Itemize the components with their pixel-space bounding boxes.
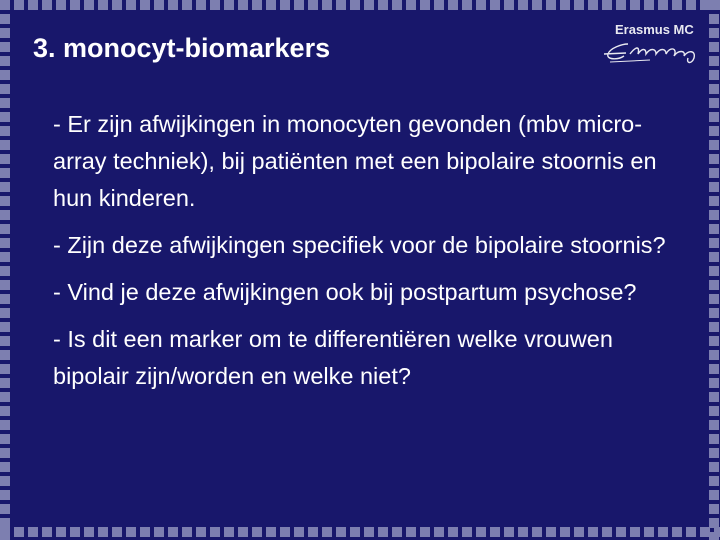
border-square [308,0,318,10]
border-square [140,527,150,537]
border-square [672,527,682,537]
border-square [112,0,122,10]
border-square [154,0,164,10]
border-square [364,527,374,537]
border-square [0,266,10,276]
border-square [168,0,178,10]
border-square [709,476,719,486]
right-border [709,0,720,540]
border-square [0,322,10,332]
border-square [709,42,719,52]
bottom-border [0,527,720,539]
border-square [709,392,719,402]
border-square [154,527,164,537]
border-square [56,527,66,537]
border-square [378,527,388,537]
border-square [476,0,486,10]
border-square [709,56,719,66]
border-square [709,434,719,444]
border-square [686,527,696,537]
border-square [709,84,719,94]
border-square [0,406,10,416]
border-square [448,0,458,10]
border-square [0,392,10,402]
border-square [616,527,626,537]
border-square [252,0,262,10]
border-square [112,527,122,537]
border-square [84,0,94,10]
border-square [546,527,556,537]
border-square [322,0,332,10]
border-square [126,527,136,537]
border-square [709,182,719,192]
border-square [462,0,472,10]
border-square [0,168,10,178]
left-border [0,0,12,540]
border-square [14,527,24,537]
border-square [238,0,248,10]
border-square [28,527,38,537]
border-square [0,448,10,458]
border-square [709,238,719,248]
border-square [709,70,719,80]
border-square [709,308,719,318]
border-square [0,532,10,540]
border-square [0,112,10,122]
border-square [0,378,10,388]
border-square [709,14,719,24]
border-square [709,140,719,150]
slide-body [53,106,693,405]
border-square [0,126,10,136]
border-square [709,462,719,472]
border-square [98,527,108,537]
border-square [42,0,52,10]
border-square [532,0,542,10]
border-square [709,350,719,360]
top-border [0,0,720,12]
border-square [294,527,304,537]
border-square [644,0,654,10]
border-square [616,0,626,10]
border-square [224,527,234,537]
border-square [709,378,719,388]
border-square [0,294,10,304]
border-square [560,0,570,10]
border-square [0,420,10,430]
border-square [709,266,719,276]
border-square [210,0,220,10]
border-square [709,210,719,220]
paragraph-3: - Vind je deze afwijkingen ook bij postpartum psychose? [53,279,637,305]
paragraph-4: - Is dit een marker om te differentiëren welke vrouwen bipolair zijn/worden en welke niet? [53,326,613,389]
border-square [518,527,528,537]
border-square [210,527,220,537]
border-square [224,0,234,10]
border-square [0,504,10,514]
border-square [709,154,719,164]
border-square [490,527,500,537]
border-square [709,420,719,430]
border-square [686,0,696,10]
border-square [709,196,719,206]
border-square [0,364,10,374]
border-square [709,280,719,290]
border-square [266,527,276,537]
border-square [308,527,318,537]
border-square [420,527,430,537]
border-square [0,70,10,80]
border-square [709,168,719,178]
border-square [709,0,719,10]
border-square [238,527,248,537]
border-square [0,210,10,220]
border-square [658,0,668,10]
border-square [709,322,719,332]
border-square [448,527,458,537]
border-square [0,140,10,150]
border-square [0,238,10,248]
border-square [0,462,10,472]
border-square [0,154,10,164]
border-square [0,490,10,500]
border-square [0,98,10,108]
logo-signature [600,36,710,72]
border-square [0,84,10,94]
border-square [588,0,598,10]
paragraph-2: - Zijn deze afwijkingen specifiek voor de bipolaire stoornis? [53,232,666,258]
border-square [280,527,290,537]
border-square [70,527,80,537]
border-square [182,0,192,10]
border-square [0,336,10,346]
border-square [252,527,262,537]
border-square [168,527,178,537]
border-square [0,518,10,528]
border-square [336,527,346,537]
border-square [0,308,10,318]
border-square [0,434,10,444]
slide-title: 3. monocyt-biomarkers [33,33,331,63]
border-square [709,336,719,346]
border-square [350,527,360,537]
border-square [709,504,719,514]
border-square [0,14,10,24]
border-square [504,527,514,537]
border-square [350,0,360,10]
border-square [364,0,374,10]
border-square [0,196,10,206]
border-square [294,0,304,10]
border-square [644,527,654,537]
border-square [140,0,150,10]
border-square [709,406,719,416]
erasmus-mc-logo [600,22,710,72]
border-square [574,527,584,537]
border-square [602,0,612,10]
border-square [0,56,10,66]
border-square [709,294,719,304]
border-square [14,0,24,10]
border-square [322,527,332,537]
border-square [0,224,10,234]
border-square [546,0,556,10]
border-square [709,252,719,262]
border-square [434,0,444,10]
border-square [658,527,668,537]
border-square [0,42,10,52]
border-square [560,527,570,537]
border-square [709,28,719,38]
border-square [709,98,719,108]
border-square [588,527,598,537]
border-square [476,527,486,537]
border-square [406,0,416,10]
border-square [709,126,719,136]
border-square [672,0,682,10]
border-square [504,0,514,10]
logo-text: Erasmus MC [615,22,694,37]
border-square [709,224,719,234]
border-square [336,0,346,10]
border-square [56,0,66,10]
border-square [0,280,10,290]
border-square [709,112,719,122]
border-square [392,527,402,537]
border-square [709,490,719,500]
border-square [630,527,640,537]
border-square [630,0,640,10]
border-square [42,527,52,537]
border-square [378,0,388,10]
border-square [420,0,430,10]
border-square [574,0,584,10]
border-square [518,0,528,10]
border-square [709,448,719,458]
paragraph-1: - Er zijn afwijkingen in monocyten gevonden (mbv micro-array techniek), bij patiënten met een bipolaire stoornis en hun kinderen. [53,111,657,211]
border-square [709,518,719,528]
border-square [98,0,108,10]
border-square [280,0,290,10]
border-square [28,0,38,10]
border-square [392,0,402,10]
border-square [70,0,80,10]
border-square [182,527,192,537]
border-square [0,28,10,38]
border-square [196,0,206,10]
border-square [0,350,10,360]
border-square [266,0,276,10]
border-square [0,252,10,262]
border-square [84,527,94,537]
border-square [532,527,542,537]
border-square [126,0,136,10]
border-square [434,527,444,537]
border-square [0,0,10,10]
border-square [0,182,10,192]
border-square [196,527,206,537]
border-square [709,364,719,374]
border-square [490,0,500,10]
border-square [602,527,612,537]
border-square [406,527,416,537]
border-square [709,532,719,540]
border-square [462,527,472,537]
border-square [0,476,10,486]
